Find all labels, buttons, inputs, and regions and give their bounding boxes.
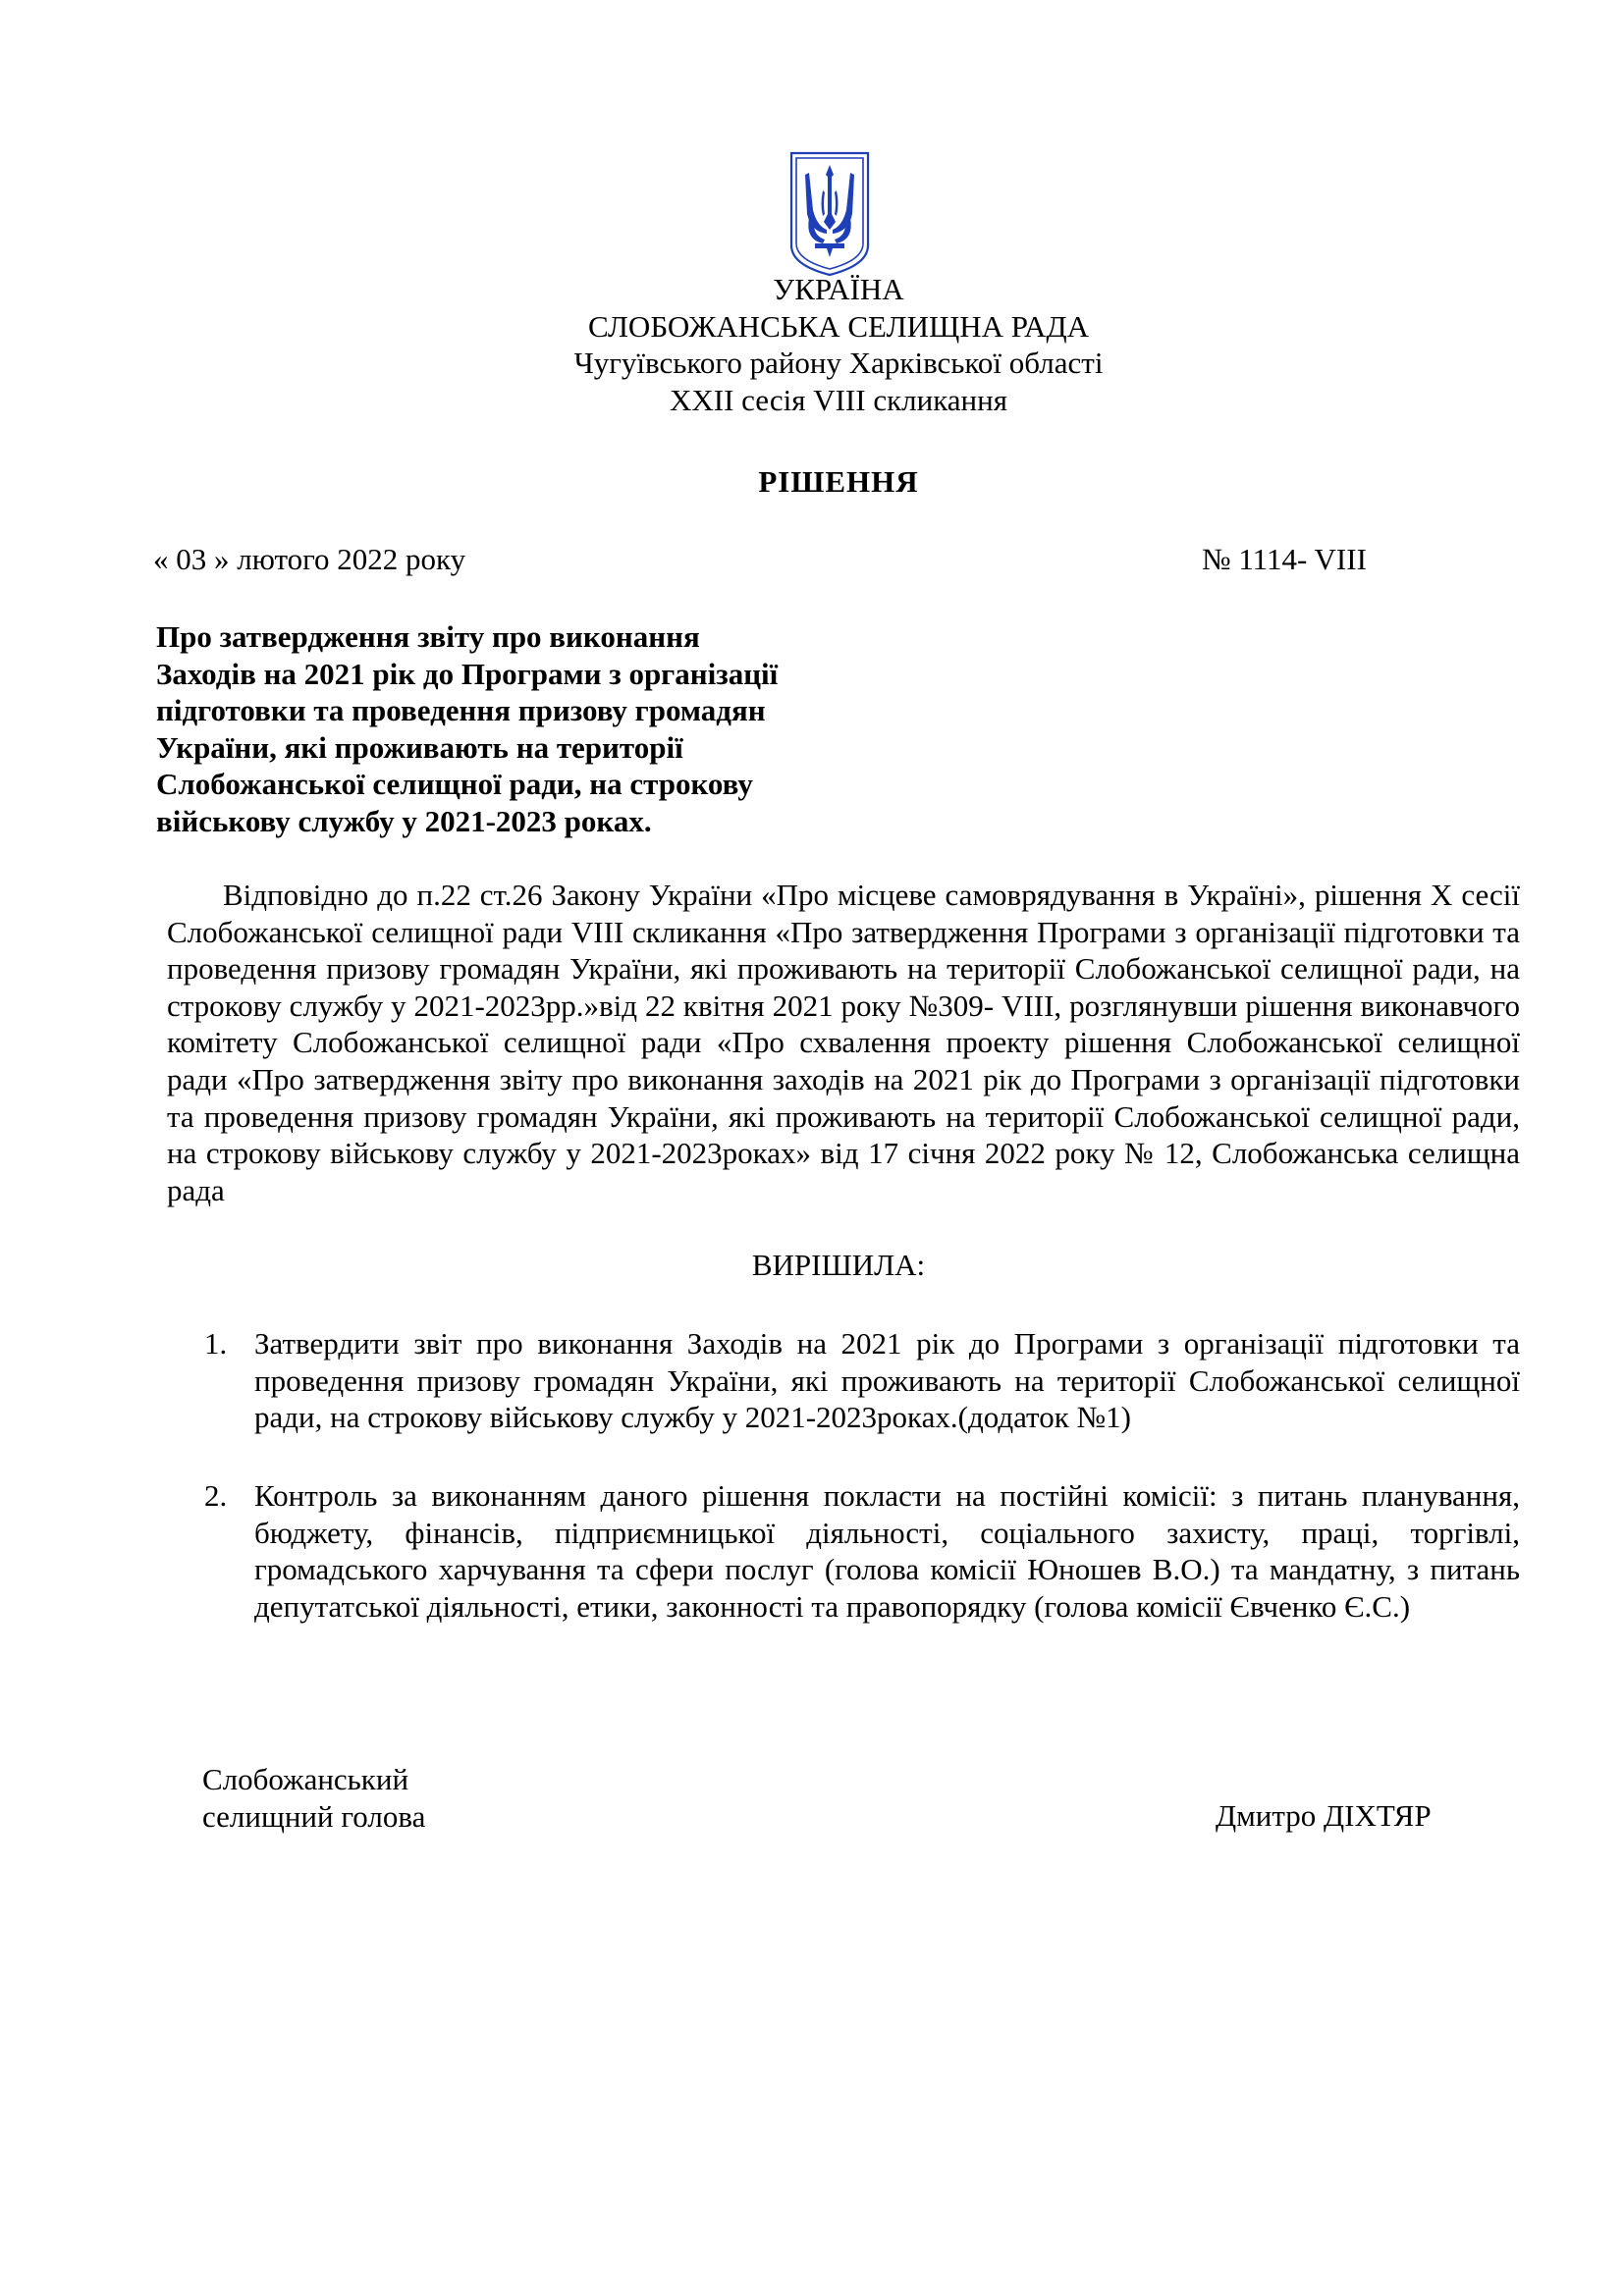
- header-country: УКРАЇНА: [773, 272, 904, 306]
- decision-number: № 1114- VIII: [1202, 542, 1367, 576]
- header-council: СЛОБОЖАНСЬКА СЕЛИЩНА РАДА: [588, 309, 1089, 344]
- list-item: [204, 1477, 1520, 1625]
- subject-line: Про затвердження звіту про виконання: [156, 619, 700, 654]
- subject-line: підготовки та проведення призову громадян: [156, 693, 766, 727]
- signatory-position-line: Слобожанський: [202, 1762, 409, 1796]
- signatory-name: Дмитро ДІХТЯР: [1216, 1798, 1432, 1833]
- ukraine-trident-icon: [787, 149, 872, 279]
- preamble-paragraph: [167, 877, 1520, 1208]
- resolved-label: ВИРІШИЛА:: [751, 1248, 926, 1282]
- decision-title: РІШЕННЯ: [758, 464, 919, 499]
- list-item-number: 1.: [204, 1326, 228, 1361]
- subject-line: військову службу у 2021-2023 роках.: [156, 803, 652, 838]
- preamble-text: Відповідно до п.22 ст.26 Закону України «Про місцеве самоврядування в Україні», рішення Х сесії Слобожанської селищної ради VIII скликання «Про затвердження Програми з організації підготовки та проведення призову громадян України, які проживають на території Слобожанської селищної ради, на строкову службу у 2021-2023рр.»від 22 квітня 2021 року №309- VIII, розглянувши рішення виконавчого комітету Слобожанської селищної ради «Про схвалення проекту рішення Слобожанської селищної ради «Про затвердження звіту про виконання заходів на 2021 рік до Програми з організації підготовки та проведення призову громадян України, які проживають на території Слобожанської селищної ради, на строкову військову службу у 2021-2023роках» від 17 січня 2022 року № 12, Слобожанська селищна рада: [167, 878, 1520, 1207]
- decision-subject: [156, 618, 902, 839]
- decision-date: « 03 » лютого 2022 року: [153, 542, 466, 576]
- header-session: XXII сесія VIII скликання: [670, 383, 1007, 417]
- list-item-number: 2.: [204, 1478, 228, 1513]
- list-item-text: Контроль за виконанням даного рішення покласти на постійні комісії: з питань планування, бюджету, фінансів, підприємницької діяльності, соціального захисту, праці, торгівлі, громадського харчування та сфери послуг (голова комісії Юношев В.О.) та мандатну, з питань депутатської діяльності, етики, законності та правопорядку (голова комісії Євченко Є.С.): [254, 1478, 1520, 1624]
- signatory-position-line: селищний голова: [202, 1798, 426, 1834]
- signatory-position: [202, 1761, 425, 1835]
- header-district: Чугуївського району Харківської області: [573, 346, 1104, 380]
- list-item: [204, 1325, 1520, 1436]
- subject-line: Слобожанської селищної ради, на строкову: [156, 767, 753, 801]
- subject-line: України, які проживають на території: [156, 729, 683, 765]
- list-item-text: Затвердити звіт про виконання Заходів на 2021 рік до Програми з організації підготовки та проведення призову громадян України, які проживають на території Слобожанської селищної ради, на строкову військову службу у 2021-2023роках.(додаток №1): [254, 1326, 1520, 1435]
- subject-line: Заходів на 2021 рік до Програми з організації: [156, 656, 779, 691]
